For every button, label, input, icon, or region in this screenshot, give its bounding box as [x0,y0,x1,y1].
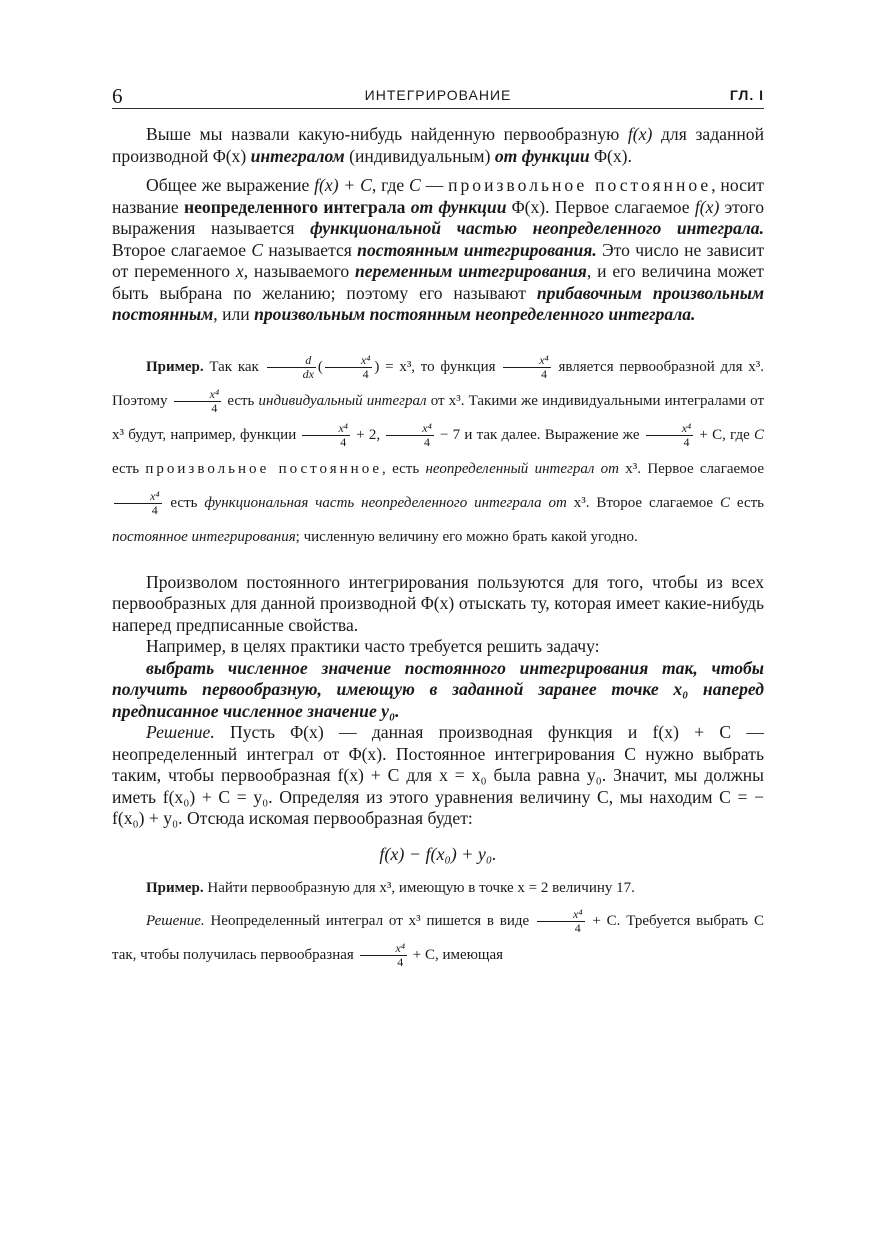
example-2-solution: Решение. Неопределенный интеграл от x³ пишется в виде $\frac{\text{x⁴}}{4}$ + C. Требуется выбрать C так, чтобы получилась первообразная $\frac{\text{x⁴}}{4}$ + C, имеющая [112,906,764,969]
paragraph-task: выбрать численное значение постоянного интегрирования так, чтобы получить первообразную, имеющую в заданной заранее точке x₀ наперед предписанное численное значение y₀. [112,657,764,721]
chapter-label: ГЛ. I [729,87,764,103]
example-1: Пример. Так как $\frac{d}{dx}$ ( $\frac{\text{x⁴}}{4}$ ) = x³, то функция $\frac{\text{x⁴}}{4}$ является первообразной для x³. Поэтому $\frac{\text{x⁴}}{4}$ есть индивидуальный интеграл от x³. Такими же индивидуальными интегралами от x³ будут, например, функции $\frac{\text{x⁴}}{4}$ + 2, $\frac{\text{x⁴}}{4}$ − 7 и так далее. Выражение же $\frac{\text{x⁴}}{4}$ + C, где C есть произвольное постоянное, есть неопределенный интеграл от x³. Первое слагаемое $\frac{\text{x⁴}}{4}$ есть функциональная часть неопределенного интеграла от x³. Второе слагаемое C есть постоянное интегрирования; численную величину его можно брать какой угодно. [112,352,765,545]
paragraph-indefinite-integral: Общее же выражение f(x) + C, где C — произвольное постоянное, носит название неопределенного интеграла от функции Φ(x). Первое слагаемое f(x) этого выражения называется функциональной частью неопределенного интеграла. Второе слагаемое C называется постоянным интегрирования. Это число не зависит от переменного x, называемого переменным интегрирования, и его величина может быть выбрана по желанию; поэтому его называют прибавочным произвольным постоянным, или произвольным постоянным неопределенного интеграла. [112,175,765,324]
page-number: 6 [112,84,123,108]
paragraph-arbitrary-constant: Произволом постоянного интегрирования пользуются для того, чтобы из всех первообразных для данной производной Φ(x) отыскать ту, которая имеет какие-нибудь наперед предписанные свойства. [112,571,764,635]
header-rule [112,108,764,109]
running-title: ИНТЕГРИРОВАНИЕ [364,87,512,103]
paragraph-integral-definition: Выше мы назвали какую-нибудь найденную первообразную f(x) для заданной производной Φ(x) интегралом (индивидуальным) от функции Φ(x). [112,124,765,166]
paragraph-solution: Решение. Пусть Φ(x) — данная производная функция и f(x) + C — неопределенный интеграл от Φ(x). Постоянное интегрирования C нужно выбрать таким, чтобы первообразная f(x) + C для x = x₀ была равна y₀. Значит, мы должны иметь f(x₀) + C = y₀. Определяя из этого уравнения величину C, мы находим C = − f(x₀) + y₀. Отсюда искомая первообразная будет: [112,722,764,828]
page-body [112,124,764,972]
paragraph-practice: Например, в целях практики часто требуется решить задачу: [146,636,600,656]
running-header [112,84,764,108]
formula-antiderivative: f(x) − f(x₀) + y₀. [379,843,497,864]
example-2: Пример. Найти первообразную для x³, имеющую в точке x = 2 величину 17. [146,879,635,896]
